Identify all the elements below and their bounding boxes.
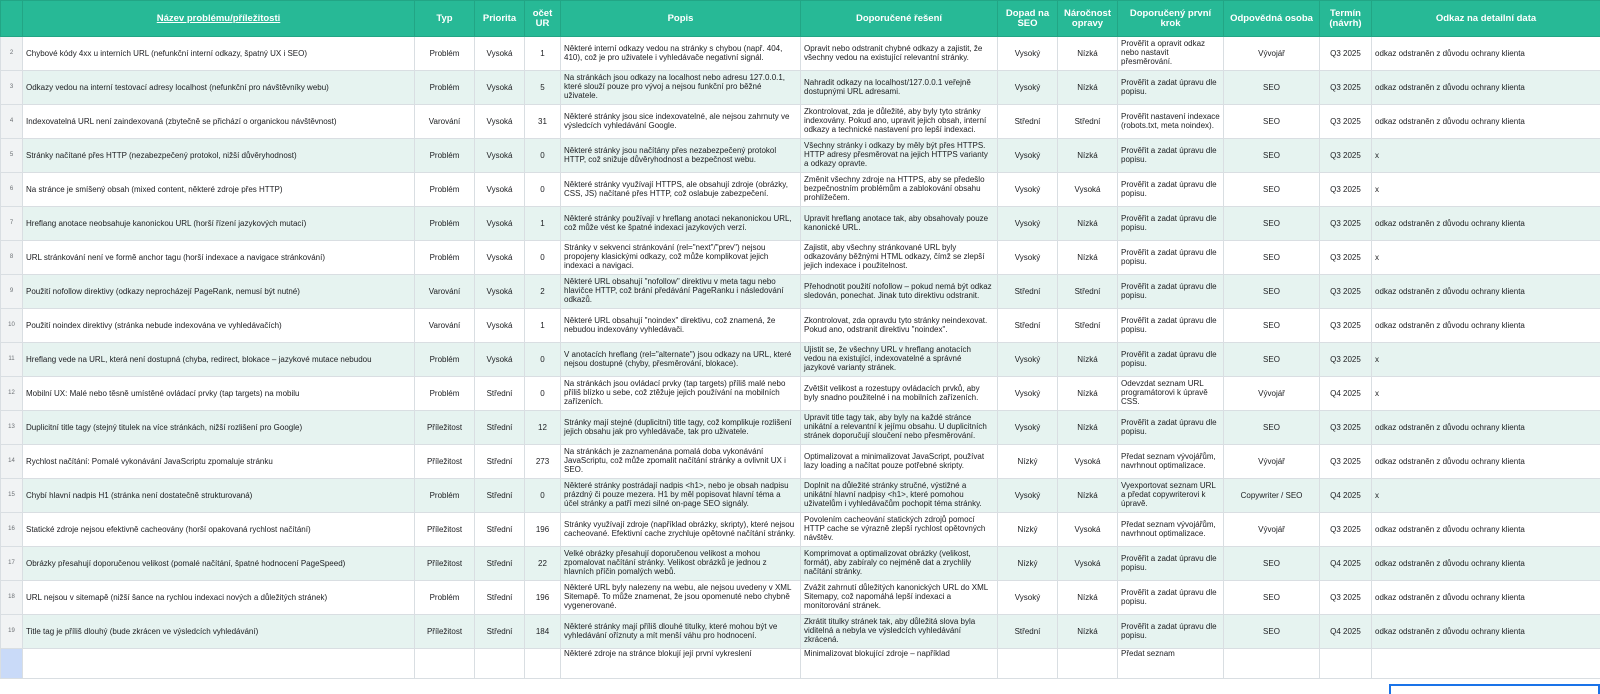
table-row: [1, 173, 1600, 207]
row-number[interactable]: 17: [1, 547, 23, 581]
cell-priorita[interactable]: Vysoká: [475, 173, 525, 207]
row-number[interactable]: 19: [1, 615, 23, 649]
cell-krok[interactable]: Prověřit a zadat úpravu dle popisu.: [1118, 581, 1224, 615]
cell-popis[interactable]: Velké obrázky přesahují doporučenou velikost a mohou zpomalovat načítání stránky. Velikost obrázků je jednou z hlavních příčin pomalých webů.: [561, 547, 801, 581]
cell-pocet-url[interactable]: 31: [525, 105, 561, 139]
table-row: [1, 377, 1600, 411]
cell-narocnost[interactable]: Vysoká: [1058, 547, 1118, 581]
cell-osoba[interactable]: SEO: [1224, 71, 1320, 105]
cell-reseni[interactable]: Minimalizovat blokující zdroje – například: [801, 649, 998, 679]
cell-typ[interactable]: Problém: [415, 37, 475, 71]
cell-reseni[interactable]: Zkrátit titulky stránek tak, aby důležitá slova byla viditelná a nebyla ve výsledcích vyhledávání zkrácená.: [801, 615, 998, 649]
row-number[interactable]: 12: [1, 377, 23, 411]
cell-typ[interactable]: Problém: [415, 173, 475, 207]
cell-typ[interactable]: Příležitost: [415, 411, 475, 445]
cell-priorita[interactable]: Vysoká: [475, 241, 525, 275]
cell-krok[interactable]: Prověřit a zadat úpravu dle popisu.: [1118, 547, 1224, 581]
cell-krok[interactable]: Prověřit a zadat úpravu dle popisu.: [1118, 309, 1224, 343]
cell-odkaz[interactable]: x: [1372, 479, 1600, 513]
cell-krok[interactable]: Prověřit a zadat úpravu dle popisu.: [1118, 173, 1224, 207]
row-number[interactable]: 13: [1, 411, 23, 445]
cell-termin[interactable]: Q3 2025: [1320, 445, 1372, 479]
cell-priorita[interactable]: Vysoká: [475, 343, 525, 377]
cell-priorita[interactable]: Střední: [475, 445, 525, 479]
cell-termin[interactable]: Q3 2025: [1320, 37, 1372, 71]
cell-krok[interactable]: Odevzdat seznam URL programátorovi k úpravě CSS.: [1118, 377, 1224, 411]
cell-krok[interactable]: Prověřit a zadat úpravu dle popisu.: [1118, 139, 1224, 173]
cell-narocnost[interactable]: Střední: [1058, 105, 1118, 139]
cell-priorita[interactable]: Střední: [475, 547, 525, 581]
cell-typ[interactable]: Varování: [415, 275, 475, 309]
cell-termin[interactable]: Q3 2025: [1320, 207, 1372, 241]
cell-pocet-url[interactable]: 0: [525, 479, 561, 513]
cell-priorita[interactable]: Vysoká: [475, 105, 525, 139]
row-number[interactable]: 18: [1, 581, 23, 615]
cell-popis[interactable]: Některé stránky mají příliš dlouhé titulky, které mohou být ve vyhledávání oříznuty a mít menší váhu pro hodnocení.: [561, 615, 801, 649]
cell-nazev[interactable]: Chybové kódy 4xx u interních URL (nefunkční interní odkazy, špatný UX i SEO): [23, 37, 415, 71]
cell-popis[interactable]: Některé stránky postrádají nadpis <h1>, nebo je obsah nadpisu prázdný či pouze mezera. H1 by měl popisovat hlavní téma a účel stránky a patří mezi silné on-page SEO signály.: [561, 479, 801, 513]
row-number[interactable]: 7: [1, 207, 23, 241]
row-number[interactable]: 4: [1, 105, 23, 139]
cell-pocet-url[interactable]: 0: [525, 173, 561, 207]
cell-pocet-url[interactable]: 12: [525, 411, 561, 445]
cell-nazev[interactable]: Obrázky přesahují doporučenou velikost (pomalé načítání, špatné hodnocení PageSpeed): [23, 547, 415, 581]
cell-odkaz[interactable]: odkaz odstraněn z důvodu ochrany klienta: [1372, 37, 1600, 71]
cell-osoba[interactable]: SEO: [1224, 411, 1320, 445]
cell-pocet-url[interactable]: 0: [525, 377, 561, 411]
cell-narocnost[interactable]: Vysoká: [1058, 445, 1118, 479]
cell-dopad[interactable]: Vysoký: [998, 581, 1058, 615]
cell-dopad[interactable]: Střední: [998, 105, 1058, 139]
table-row: [1, 445, 1600, 479]
cell-osoba[interactable]: SEO: [1224, 615, 1320, 649]
cell-odkaz[interactable]: odkaz odstraněn z důvodu ochrany klienta: [1372, 105, 1600, 139]
cell-odkaz[interactable]: odkaz odstraněn z důvodu ochrany klienta: [1372, 615, 1600, 649]
cell-osoba[interactable]: Vývojář: [1224, 445, 1320, 479]
cell-priorita[interactable]: Vysoká: [475, 37, 525, 71]
cell-popis[interactable]: Na stránkách je zaznamenána pomalá doba vykonávání JavaScriptu, což může zpomalit načítání stránky a ovlivnit UX i SEO.: [561, 445, 801, 479]
cell-pocet-url[interactable]: 2: [525, 275, 561, 309]
cell-osoba[interactable]: SEO: [1224, 139, 1320, 173]
row-number[interactable]: 14: [1, 445, 23, 479]
row-number[interactable]: [1, 649, 23, 679]
cell-reseni[interactable]: Opravit nebo odstranit chybné odkazy a zajistit, že všechny vedou na existující relevantní stránky.: [801, 37, 998, 71]
cell-termin[interactable]: Q3 2025: [1320, 71, 1372, 105]
row-number[interactable]: 10: [1, 309, 23, 343]
cell-reseni[interactable]: Všechny stránky i odkazy by měly být přes HTTPS. HTTP adresy přesměrovat na jejich HTTPS varianty a odkazy opravte.: [801, 139, 998, 173]
cell-termin[interactable]: [1320, 649, 1372, 679]
cell-dopad[interactable]: Vysoký: [998, 37, 1058, 71]
cell-narocnost[interactable]: [1058, 649, 1118, 679]
cell-popis[interactable]: Některé URL obsahují "noindex" direktivu, což znamená, že nebudou indexovány vyhledávači.: [561, 309, 801, 343]
cell-dopad[interactable]: Střední: [998, 275, 1058, 309]
cell-krok[interactable]: Prověřit a zadat úpravu dle popisu.: [1118, 343, 1224, 377]
cell-typ[interactable]: Problém: [415, 479, 475, 513]
cell-pocet-url[interactable]: 273: [525, 445, 561, 479]
header-termin[interactable]: Termín (návrh): [1320, 1, 1372, 37]
cell-odkaz[interactable]: odkaz odstraněn z důvodu ochrany klienta: [1372, 71, 1600, 105]
row-number[interactable]: 5: [1, 139, 23, 173]
cell-priorita[interactable]: Vysoká: [475, 309, 525, 343]
cell-nazev[interactable]: Mobilní UX: Malé nebo těsně umístěné ovládací prvky (tap targets) na mobilu: [23, 377, 415, 411]
cell-pocet-url[interactable]: 1: [525, 207, 561, 241]
cell-nazev[interactable]: Indexovatelná URL není zaindexovaná (zbytečně se přichází o organickou návštěvnost): [23, 105, 415, 139]
cell-popis[interactable]: Některé interní odkazy vedou na stránky s chybou (např. 404, 410), což je pro uživatele i vyhledávače negativní signál.: [561, 37, 801, 71]
cell-reseni[interactable]: Upravit title tagy tak, aby byly na každé stránce unikátní a relevantní k jejímu obsahu. U duplicitních stránek doporučují sloučení nebo přesměrování.: [801, 411, 998, 445]
cell-priorita[interactable]: Vysoká: [475, 275, 525, 309]
cell-popis[interactable]: Stránky mají stejné (duplicitní) title tagy, což komplikuje rozlišení jejich obsahu jak pro vyhledávače, tak pro uživatele.: [561, 411, 801, 445]
cell-reseni[interactable]: Zkontrolovat, zda opravdu tyto stránky neindexovat. Pokud ano, odstranit direktivu "noindex".: [801, 309, 998, 343]
cell-dopad[interactable]: Vysoký: [998, 479, 1058, 513]
cell-dopad[interactable]: Střední: [998, 309, 1058, 343]
cell-typ[interactable]: Příležitost: [415, 513, 475, 547]
cell-termin[interactable]: Q4 2025: [1320, 547, 1372, 581]
cell-reseni[interactable]: Zkontrolovat, zda je důležité, aby byly tyto stránky indexovány. Pokud ano, upravit jejich obsah, interní odkazy a technické nastavení pro lepší indexaci.: [801, 105, 998, 139]
cell-narocnost[interactable]: Vysoká: [1058, 513, 1118, 547]
header-krok[interactable]: Doporučený první krok: [1118, 1, 1224, 37]
row-number[interactable]: 3: [1, 71, 23, 105]
cell-typ[interactable]: Problém: [415, 343, 475, 377]
cell-krok[interactable]: Prověřit a zadat úpravu dle popisu.: [1118, 207, 1224, 241]
cell-termin[interactable]: Q3 2025: [1320, 275, 1372, 309]
cell-reseni[interactable]: Optimalizovat a minimalizovat JavaScript, používat lazy loading a načítat pouze potřebné skripty.: [801, 445, 998, 479]
cell-termin[interactable]: Q4 2025: [1320, 615, 1372, 649]
table-row: [1, 309, 1600, 343]
cell-odkaz[interactable]: x: [1372, 173, 1600, 207]
cell-dopad[interactable]: Vysoký: [998, 411, 1058, 445]
cell-typ[interactable]: Varování: [415, 105, 475, 139]
cell-osoba[interactable]: Vývojář: [1224, 513, 1320, 547]
table-row: [1, 139, 1600, 173]
cell-nazev[interactable]: Rychlost načítání: Pomalé vykonávání JavaScriptu zpomaluje stránku: [23, 445, 415, 479]
cell-popis[interactable]: Některé URL obsahují "nofollow" direktivu v meta tagu nebo hlavičce HTTP, což brání předávání PageRanku i následování odkazů.: [561, 275, 801, 309]
cell-krok[interactable]: Prověřit a zadat úpravu dle popisu.: [1118, 71, 1224, 105]
table-row: [1, 615, 1600, 649]
cell-odkaz[interactable]: odkaz odstraněn z důvodu ochrany klienta: [1372, 547, 1600, 581]
cell-typ[interactable]: Problém: [415, 207, 475, 241]
cell-nazev[interactable]: Použití noindex direktivy (stránka nebude indexována ve vyhledávačích): [23, 309, 415, 343]
cell-priorita[interactable]: Vysoká: [475, 71, 525, 105]
cell-osoba[interactable]: [1224, 649, 1320, 679]
row-number[interactable]: 9: [1, 275, 23, 309]
cell-osoba[interactable]: SEO: [1224, 309, 1320, 343]
row-number[interactable]: 6: [1, 173, 23, 207]
table-row: [1, 105, 1600, 139]
cell-dopad[interactable]: Vysoký: [998, 377, 1058, 411]
cell-reseni[interactable]: Upravit hreflang anotace tak, aby obsahovaly pouze kanonické URL.: [801, 207, 998, 241]
table-row: [1, 581, 1600, 615]
cell-typ[interactable]: Příležitost: [415, 547, 475, 581]
cell-priorita[interactable]: Střední: [475, 411, 525, 445]
cell-krok[interactable]: Prověřit nastavení indexace (robots.txt, meta noindex).: [1118, 105, 1224, 139]
cell-odkaz[interactable]: odkaz odstraněn z důvodu ochrany klienta: [1372, 275, 1600, 309]
cell-popis[interactable]: Stránky v sekvenci stránkování (rel="next"/"prev") nejsou propojeny klasickými odkazy, což může komplikovat jejich indexaci a navigaci.: [561, 241, 801, 275]
cell-nazev[interactable]: Použití nofollow direktivy (odkazy neprocházejí PageRank, nemusí být nutné): [23, 275, 415, 309]
cell-priorita[interactable]: Vysoká: [475, 139, 525, 173]
cell-priorita[interactable]: Střední: [475, 377, 525, 411]
header-nazev[interactable]: Název problému/příležitosti: [23, 1, 415, 37]
cell-reseni[interactable]: Změnit všechny zdroje na HTTPS, aby se předešlo bezpečnostním problémům a zablokování obsahu prohlížečem.: [801, 173, 998, 207]
cell-popis[interactable]: Stránky využívají zdroje (například obrázky, skripty), které nejsou cacheované. Efektivní cache zrychluje opětovné načítání stránky.: [561, 513, 801, 547]
cell-osoba[interactable]: SEO: [1224, 275, 1320, 309]
cell-krok[interactable]: Prověřit a zadat úpravu dle popisu.: [1118, 615, 1224, 649]
table-row: [1, 37, 1600, 71]
cell-nazev[interactable]: Title tag je příliš dlouhý (bude zkrácen ve výsledcích vyhledávání): [23, 615, 415, 649]
cell-narocnost[interactable]: Vysoká: [1058, 173, 1118, 207]
table-row: [1, 547, 1600, 581]
cell-odkaz[interactable]: odkaz odstraněn z důvodu ochrany klienta: [1372, 445, 1600, 479]
cell-pocet-url[interactable]: 0: [525, 241, 561, 275]
cell-pocet-url[interactable]: [525, 649, 561, 679]
cell-odkaz[interactable]: x: [1372, 139, 1600, 173]
cell-odkaz[interactable]: odkaz odstraněn z důvodu ochrany klienta: [1372, 411, 1600, 445]
cell-osoba[interactable]: Vývojář: [1224, 377, 1320, 411]
cell-typ[interactable]: Problém: [415, 241, 475, 275]
cell-odkaz[interactable]: odkaz odstraněn z důvodu ochrany klienta: [1372, 309, 1600, 343]
cell-nazev[interactable]: Na stránce je smíšený obsah (mixed content, některé zdroje přes HTTP): [23, 173, 415, 207]
cell-termin[interactable]: Q3 2025: [1320, 241, 1372, 275]
cell-narocnost[interactable]: Nízká: [1058, 207, 1118, 241]
header-osoba[interactable]: Odpovědná osoba: [1224, 1, 1320, 37]
table-row: [1, 479, 1600, 513]
cell-pocet-url[interactable]: 184: [525, 615, 561, 649]
cell-priorita[interactable]: Vysoká: [475, 207, 525, 241]
table-row: [1, 513, 1600, 547]
cell-nazev[interactable]: Odkazy vedou na interní testovací adresy localhost (nefunkční pro návštěvníky webu): [23, 71, 415, 105]
cell-krok[interactable]: Předat seznam: [1118, 649, 1224, 679]
cell-krok[interactable]: Vyexportovat seznam URL a předat copywriterovi k úpravě.: [1118, 479, 1224, 513]
cell-narocnost[interactable]: Nízká: [1058, 411, 1118, 445]
cell-nazev[interactable]: Duplicitní title tagy (stejný titulek na více stránkách, nižší rozlišení pro Google): [23, 411, 415, 445]
cell-priorita[interactable]: [475, 649, 525, 679]
cell-odkaz[interactable]: odkaz odstraněn z důvodu ochrany klienta: [1372, 513, 1600, 547]
cell-reseni[interactable]: Zajistit, aby všechny stránkované URL byly odkazovány běžnými HTML odkazy, čímž se zlepší jejich indexace i použitelnost.: [801, 241, 998, 275]
cell-krok[interactable]: Prověřit a zadat úpravu dle popisu.: [1118, 241, 1224, 275]
cell-popis[interactable]: Některé stránky jsou sice indexovatelné, ale nejsou zahrnuty ve výsledcích vyhledávání Google.: [561, 105, 801, 139]
row-number[interactable]: 2: [1, 37, 23, 71]
cell-reseni[interactable]: Ujistit se, že všechny URL v hreflang anotacích vedou na existující, indexovatelné a správné jazykové varianty stránek.: [801, 343, 998, 377]
cell-dopad[interactable]: Vysoký: [998, 241, 1058, 275]
cell-termin[interactable]: Q3 2025: [1320, 513, 1372, 547]
cell-narocnost[interactable]: Nízká: [1058, 377, 1118, 411]
cell-popis[interactable]: Některé stránky využívají HTTPS, ale obsahují zdroje (obrázky, CSS, JS) načítané přes HTTP, což oslabuje zabezpečení.: [561, 173, 801, 207]
cell-odkaz[interactable]: x: [1372, 343, 1600, 377]
cell-dopad[interactable]: Vysoký: [998, 343, 1058, 377]
cell-typ[interactable]: Varování: [415, 309, 475, 343]
cell-narocnost[interactable]: Nízká: [1058, 479, 1118, 513]
cell-reseni[interactable]: Komprimovat a optimalizovat obrázky (velikost, formát), aby zabíraly co nejméně dat a zrychlily načítání stránky.: [801, 547, 998, 581]
cell-osoba[interactable]: Copywriter / SEO: [1224, 479, 1320, 513]
cell-osoba[interactable]: SEO: [1224, 343, 1320, 377]
cell-narocnost[interactable]: Nízká: [1058, 139, 1118, 173]
cell-pocet-url[interactable]: 1: [525, 37, 561, 71]
cell-narocnost[interactable]: Nízká: [1058, 37, 1118, 71]
cell-reseni[interactable]: Nahradit odkazy na localhost/127.0.0.1 veřejně dostupnými URL adresami.: [801, 71, 998, 105]
cell-dopad[interactable]: [998, 649, 1058, 679]
cell-nazev[interactable]: URL stránkování není ve formě anchor tagu (horší indexace a navigace stránkování): [23, 241, 415, 275]
cell-typ[interactable]: Problém: [415, 581, 475, 615]
cell-termin[interactable]: Q3 2025: [1320, 343, 1372, 377]
cell-dopad[interactable]: Nízký: [998, 513, 1058, 547]
cell-priorita[interactable]: Střední: [475, 479, 525, 513]
row-number[interactable]: 8: [1, 241, 23, 275]
cell-narocnost[interactable]: Nízká: [1058, 581, 1118, 615]
table-row: [1, 241, 1600, 275]
cell-dopad[interactable]: Vysoký: [998, 139, 1058, 173]
cell-narocnost[interactable]: Nízká: [1058, 241, 1118, 275]
cell-reseni[interactable]: Doplnit na důležité stránky stručné, výstižné a unikátní hlavní nadpisy <h1>, které pomohou uživatelům i vyhledávačům pochopit téma stránky.: [801, 479, 998, 513]
cell-popis[interactable]: Některé stránky používají v hreflang anotaci nekanonickou URL, což může vést ke špatné indexaci jazykových verzí.: [561, 207, 801, 241]
cell-nazev[interactable]: Chybí hlavní nadpis H1 (stránka není dostatečně strukturovaná): [23, 479, 415, 513]
cell-krok[interactable]: Prověřit a opravit odkaz nebo nastavit přesměrování.: [1118, 37, 1224, 71]
cell-narocnost[interactable]: Nízká: [1058, 71, 1118, 105]
cell-krok[interactable]: Prověřit a zadat úpravu dle popisu.: [1118, 275, 1224, 309]
table-row: [1, 343, 1600, 377]
cell-priorita[interactable]: Střední: [475, 581, 525, 615]
cell-nazev[interactable]: [23, 649, 415, 679]
cell-odkaz[interactable]: x: [1372, 241, 1600, 275]
header-popis[interactable]: Popis: [561, 1, 801, 37]
cell-odkaz-selected[interactable]: [1372, 649, 1600, 679]
table-row: [1, 411, 1600, 445]
cell-typ[interactable]: Problém: [415, 377, 475, 411]
row-number[interactable]: 16: [1, 513, 23, 547]
cell-reseni[interactable]: Přehodnotit použití nofollow – pokud nemá být odkaz sledován, ponechat. Jinak tuto direktivu odstranit.: [801, 275, 998, 309]
cell-nazev[interactable]: URL nejsou v sitemapě (nižší šance na rychlou indexaci nových a důležitých stránek): [23, 581, 415, 615]
cell-popis[interactable]: Některé URL byly nalezeny na webu, ale nejsou uvedeny v XML Sitemapě. To může znamenat, že jsou opomenuté nebo chybně vygenerované.: [561, 581, 801, 615]
cell-dopad[interactable]: Nízký: [998, 445, 1058, 479]
cell-osoba[interactable]: Vývojář: [1224, 37, 1320, 71]
cell-nazev[interactable]: Hreflang vede na URL, která není dostupná (chyba, redirect, blokace – jazykové mutace nebudou: [23, 343, 415, 377]
cell-popis[interactable]: Na stránkách jsou ovládací prvky (tap targets) příliš malé nebo příliš blízko u sebe, což ztěžuje jejich používání na mobilních zařízeních.: [561, 377, 801, 411]
cell-pocet-url[interactable]: 22: [525, 547, 561, 581]
header-narocnost[interactable]: Náročnost opravy: [1058, 1, 1118, 37]
cell-typ[interactable]: [415, 649, 475, 679]
selected-cell-outline: [1389, 684, 1600, 694]
cell-dopad[interactable]: Nízký: [998, 547, 1058, 581]
cell-osoba[interactable]: SEO: [1224, 547, 1320, 581]
cell-popis[interactable]: Na stránkách jsou odkazy na localhost nebo adresu 127.0.0.1, které slouží pouze pro vývoj a nejsou funkční pro běžné uživatele.: [561, 71, 801, 105]
cell-odkaz[interactable]: x: [1372, 377, 1600, 411]
table-row: [1, 207, 1600, 241]
cell-pocet-url[interactable]: 196: [525, 581, 561, 615]
cell-nazev[interactable]: Hreflang anotace neobsahuje kanonickou URL (horší řízení jazykových mutací): [23, 207, 415, 241]
header-odkaz[interactable]: Odkaz na detailní data: [1372, 1, 1600, 37]
row-number[interactable]: 11: [1, 343, 23, 377]
cell-priorita[interactable]: Střední: [475, 615, 525, 649]
table-row: [1, 275, 1600, 309]
cell-popis[interactable]: Některé stránky jsou načítány přes nezabezpečený protokol HTTP, což snižuje důvěryhodnost a bezpečnost webu.: [561, 139, 801, 173]
cell-reseni[interactable]: Zvážit zahrnutí důležitých kanonických URL do XML Sitemapy, což napomáhá lepší indexaci a monitorování stránek.: [801, 581, 998, 615]
cell-termin[interactable]: Q3 2025: [1320, 581, 1372, 615]
cell-dopad[interactable]: Vysoký: [998, 71, 1058, 105]
cell-osoba[interactable]: SEO: [1224, 173, 1320, 207]
cell-pocet-url[interactable]: 5: [525, 71, 561, 105]
cell-nazev[interactable]: Statické zdroje nejsou efektivně cacheovány (horší opakovaná rychlost načítání): [23, 513, 415, 547]
cell-pocet-url[interactable]: 196: [525, 513, 561, 547]
cell-pocet-url[interactable]: 0: [525, 343, 561, 377]
cell-pocet-url[interactable]: 0: [525, 139, 561, 173]
cell-dopad[interactable]: Vysoký: [998, 207, 1058, 241]
cell-nazev[interactable]: Stránky načítané přes HTTP (nezabezpečený protokol, nižší důvěryhodnost): [23, 139, 415, 173]
cell-narocnost[interactable]: Nízká: [1058, 343, 1118, 377]
header-row: [1, 1, 1600, 37]
cell-popis[interactable]: Některé zdroje na stránce blokují její první vykreslení: [561, 649, 801, 679]
cell-osoba[interactable]: SEO: [1224, 105, 1320, 139]
cell-osoba[interactable]: SEO: [1224, 241, 1320, 275]
header-dopad[interactable]: Dopad na SEO: [998, 1, 1058, 37]
cell-narocnost[interactable]: Střední: [1058, 275, 1118, 309]
row-number[interactable]: 15: [1, 479, 23, 513]
cell-osoba[interactable]: SEO: [1224, 207, 1320, 241]
cell-narocnost[interactable]: Střední: [1058, 309, 1118, 343]
cell-reseni[interactable]: Povolením cacheování statických zdrojů pomocí HTTP cache se výrazně zlepší rychlost opětovných návštěv.: [801, 513, 998, 547]
cell-popis[interactable]: V anotacích hreflang (rel="alternate") jsou odkazy na URL, které nejsou dostupné (chyby, přesměrování, blokace).: [561, 343, 801, 377]
cell-termin[interactable]: Q3 2025: [1320, 139, 1372, 173]
cell-termin[interactable]: Q3 2025: [1320, 105, 1372, 139]
cell-krok[interactable]: Předat seznam vývojářům, navrhnout optimalizace.: [1118, 513, 1224, 547]
table-row: [1, 71, 1600, 105]
cell-krok[interactable]: Předat seznam vývojářům, navrhnout optimalizace.: [1118, 445, 1224, 479]
cell-narocnost[interactable]: Nízká: [1058, 615, 1118, 649]
cell-krok[interactable]: Prověřit a zadat úpravu dle popisu.: [1118, 411, 1224, 445]
cell-termin[interactable]: Q3 2025: [1320, 309, 1372, 343]
cell-termin[interactable]: Q4 2025: [1320, 377, 1372, 411]
cell-typ[interactable]: Příležitost: [415, 615, 475, 649]
cell-osoba[interactable]: SEO: [1224, 581, 1320, 615]
header-reseni[interactable]: Doporučené řešení: [801, 1, 998, 37]
cell-dopad[interactable]: Střední: [998, 615, 1058, 649]
cell-termin[interactable]: Q3 2025: [1320, 173, 1372, 207]
cell-termin[interactable]: Q4 2025: [1320, 479, 1372, 513]
row-number-header[interactable]: [1, 1, 23, 37]
cell-priorita[interactable]: Střední: [475, 513, 525, 547]
cell-odkaz[interactable]: odkaz odstraněn z důvodu ochrany klienta: [1372, 581, 1600, 615]
cell-typ[interactable]: Problém: [415, 71, 475, 105]
cell-odkaz[interactable]: odkaz odstraněn z důvodu ochrany klienta: [1372, 207, 1600, 241]
header-pocet-url[interactable]: očet UR: [525, 1, 561, 37]
table-row-partial: [1, 649, 1600, 679]
header-typ[interactable]: Typ: [415, 1, 475, 37]
cell-dopad[interactable]: Vysoký: [998, 173, 1058, 207]
cell-termin[interactable]: Q3 2025: [1320, 411, 1372, 445]
cell-reseni[interactable]: Zvětšit velikost a rozestupy ovládacích prvků, aby byly snadno použitelné i na mobilních zařízeních.: [801, 377, 998, 411]
cell-pocet-url[interactable]: 1: [525, 309, 561, 343]
cell-typ[interactable]: Problém: [415, 139, 475, 173]
header-priorita[interactable]: Priorita: [475, 1, 525, 37]
cell-typ[interactable]: Příležitost: [415, 445, 475, 479]
